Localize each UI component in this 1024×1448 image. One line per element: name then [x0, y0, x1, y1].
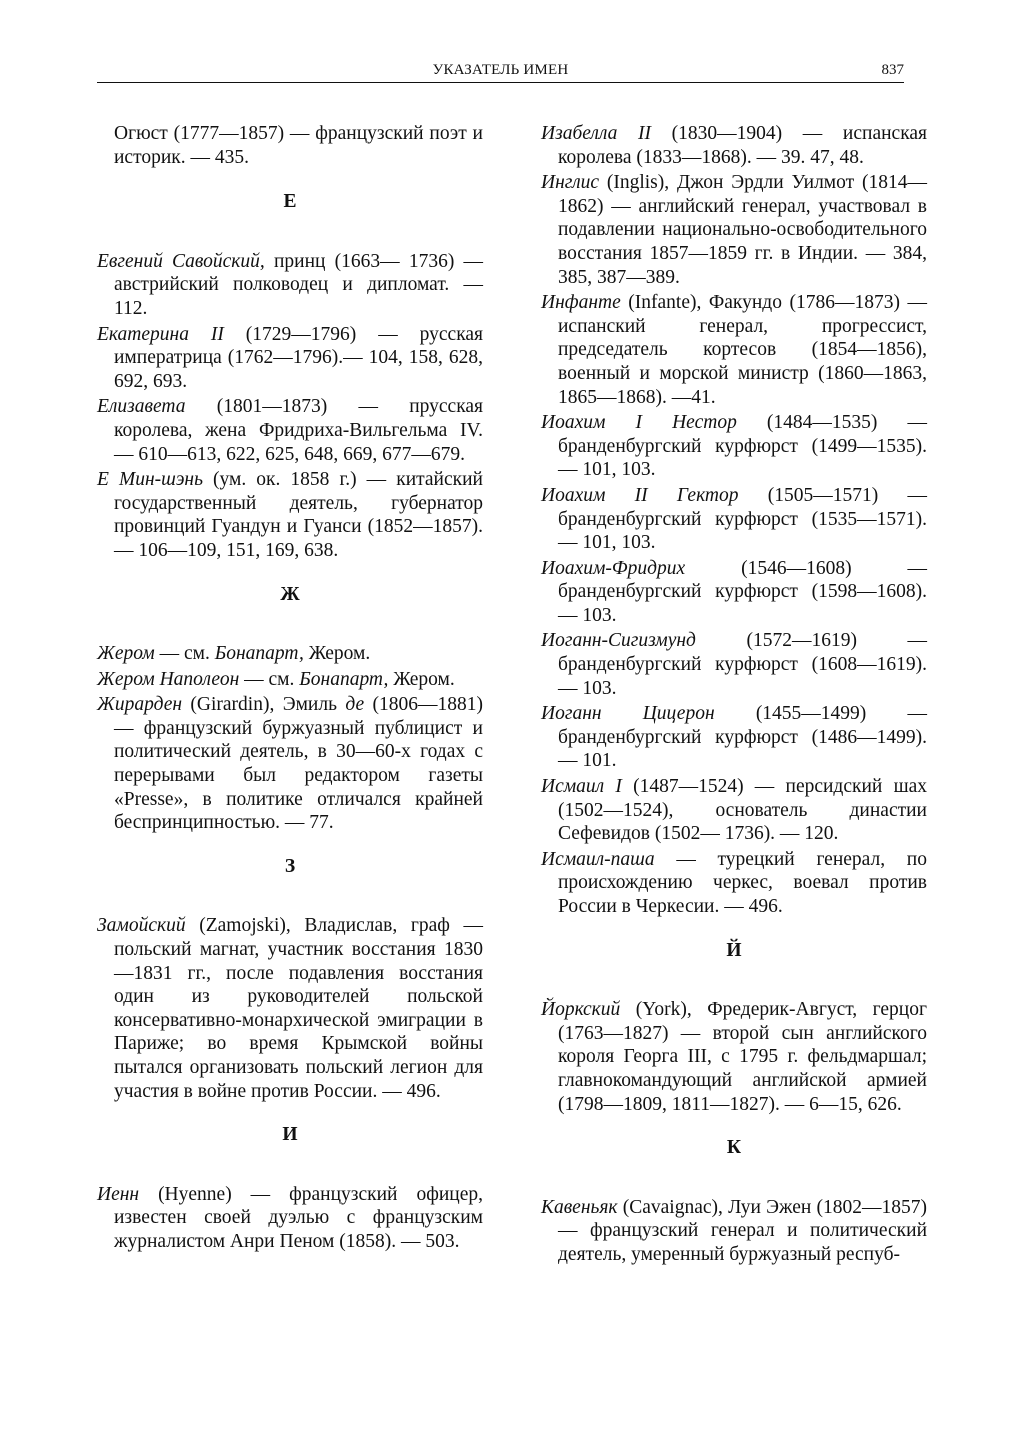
- entry-text: (ум. ок. 1858 г.) — китайский государственный деятель, губернатор провинций Гуандун и Гуанси (1852—1857). — 106—109, 151, 169, 638.: [114, 469, 483, 561]
- entry-continuation: Огюст (1777—1857) — французский поэт и историк. — 435.: [114, 123, 483, 168]
- index-entry: [541, 291, 927, 409]
- entry-text: (1484—1535) — бранденбургский курфюрст (1499—1535). — 101, 103.: [558, 412, 927, 481]
- section-letter-y: Й: [726, 939, 742, 961]
- section-letter-z: З: [284, 855, 296, 877]
- index-entry: [97, 468, 483, 562]
- index-entry: [97, 668, 483, 692]
- entry-text: (1487—1524) — персидский шах (1502—1524), основатель династии Сефевидов (1502— 1736). — 120.: [558, 776, 927, 845]
- index-entry: [97, 250, 483, 321]
- entry-name: Иенн: [97, 1183, 140, 1205]
- index-entry: [541, 171, 927, 289]
- entry-text: (1806—1881) — французский буржуазный публицист и политический деятель, в 30—60-х годах с перерывами был редактором газеты «Presse», в политике отличался крайней беспринципностью. — 77.: [114, 694, 483, 834]
- index-entry: [541, 411, 927, 482]
- index-entry: [541, 1196, 927, 1267]
- entry-name: Исмаил I: [541, 776, 622, 798]
- entry-name: Жером Наполеон: [97, 668, 240, 690]
- page-number: 837: [881, 62, 904, 78]
- entry-text: — турецкий генерал, по происхождению черкес, воевал против России в Черкесии. — 496.: [558, 848, 927, 917]
- running-title: УКАЗАТЕЛЬ ИМЕН: [432, 62, 569, 78]
- section-letter-zh: Ж: [280, 583, 300, 605]
- entry-name: Иоганн-Сигизмунд: [541, 630, 696, 652]
- entry-name: Изабелла II: [541, 123, 652, 144]
- entry-name: Иоахим II Гектор: [541, 484, 739, 506]
- entry-text: принц (1663— 1736) — австрийский полководец и дипломат. — 112.: [114, 250, 484, 319]
- entry-name: Екатерина II: [97, 323, 224, 345]
- entry-text: (Cavaignac), Луи Эжен (1802—1857) — французский генерал и политический деятель, умеренный буржуазный респуб-: [558, 1196, 927, 1265]
- entry-name: Кавеньяк: [541, 1196, 618, 1218]
- section-letter-k: К: [726, 1137, 742, 1159]
- cross-reference: Бонапарт,: [214, 643, 304, 665]
- entry-name: Йоркский: [541, 999, 621, 1021]
- section-letter-i: И: [282, 1124, 298, 1146]
- entry-text: (1801—1873) — прусская королева, жена Фридриха-Вильгельма IV. — 610—613, 622, 625, 648, 669, 677—679.: [114, 396, 483, 465]
- index-entry: [97, 642, 483, 666]
- entry-name: Е Мин-шэнь: [97, 469, 203, 491]
- left-column: [97, 122, 483, 1256]
- entry-text: (Zamojski), Владислав, граф — польский магнат, участник восстания 1830—1831 гг., после подавления восстания один из руководителей польской консервативно-монархической эмиграции в Париже; во время Крымской войны пытался организовать польский легион для участия в войне против России. — 496.: [114, 915, 483, 1102]
- index-entry: [541, 557, 927, 628]
- entry-text: (1505—1571) — бранденбургский курфюрст (1535—1571). — 101, 103.: [558, 484, 927, 554]
- entry-name: Замойский: [97, 915, 186, 937]
- right-column: [541, 122, 927, 1269]
- entry-text: Жером.: [388, 668, 455, 690]
- entry-text: Жером.: [303, 643, 371, 665]
- index-entry: [97, 1183, 483, 1254]
- entry-text: (1455—1499) — бранденбургский курфюрст (1486—1499). — 101.: [558, 703, 927, 772]
- entry-text: (York), Фредерик-Август, герцог (1763—1827) — второй сын английского короля Георга III, с 1795 г. фельдмаршал; главнокомандующий английской армией (1798—1809, 1811—1827). — 6—15, 626.: [558, 999, 927, 1115]
- entry-name: Инфанте: [541, 292, 621, 314]
- index-entry: [541, 998, 927, 1116]
- entry-text: — см.: [154, 643, 215, 665]
- index-entry: [541, 122, 927, 169]
- page-header: [97, 60, 904, 83]
- index-entry: [97, 395, 483, 466]
- index-entry: [541, 702, 927, 773]
- entry-name: Жирарден: [97, 694, 183, 716]
- index-entry: [541, 629, 927, 700]
- index-entry: [97, 323, 483, 394]
- entry-name: Жером: [97, 643, 155, 665]
- index-entry: [541, 848, 927, 919]
- entry-text: (Hyenne) — французский офицер, известен своей дуэлью с французским журналистом Анри Пеном (1858). — 503.: [114, 1183, 483, 1252]
- entry-text: (Girardin), Эмиль: [182, 694, 346, 716]
- entry-name: Инглис: [541, 172, 600, 194]
- index-entry: [541, 775, 927, 846]
- entry-text: (Infante), Факундо (1786—1873) — испанский генерал, прогрессист, председатель кортесов (1854—1856), военный и морской министр (1860—1863, 1865—1868). —41.: [558, 292, 927, 408]
- entry-text: (1830—1904) — испанская королева (1833—1868). — 39. 47, 48.: [558, 123, 927, 168]
- entry-name: Евгений Савойский,: [97, 250, 265, 272]
- entry-text: (1546—1608) — бранденбургский курфюрст (1598—1608). — 103.: [558, 557, 927, 626]
- entry-name: Иоганн Цицерон: [541, 703, 715, 725]
- entry-text: (Inglis), Джон Эрдли Уилмот (1814—1862) — английский генерал, участвовал в подавлении национально-освободительного восстания 1857—1859 гг. в Индии. — 384, 385, 387—389.: [558, 172, 927, 288]
- entry-text: — см.: [239, 668, 300, 690]
- index-entry: [97, 914, 483, 1103]
- index-entry: [97, 693, 483, 835]
- index-entry: [541, 484, 927, 555]
- entry-name: Иоахим I Нестор: [541, 412, 737, 434]
- cross-reference: Бонапарт,: [299, 668, 389, 690]
- entry-text: (1572—1619) — бранденбургский курфюрст (1608—1619). — 103.: [558, 630, 927, 699]
- entry-name: Елизавета: [97, 396, 186, 418]
- section-letter-e: Е: [283, 191, 297, 213]
- entry-text: (1729—1796) — русская императрица (1762—1796).— 104, 158, 628, 692, 693.: [114, 323, 483, 392]
- entry-name: Исмаил-паша: [541, 848, 655, 870]
- name-particle: де: [345, 694, 365, 716]
- entry-name: Иоахим-Фридрих: [541, 557, 686, 579]
